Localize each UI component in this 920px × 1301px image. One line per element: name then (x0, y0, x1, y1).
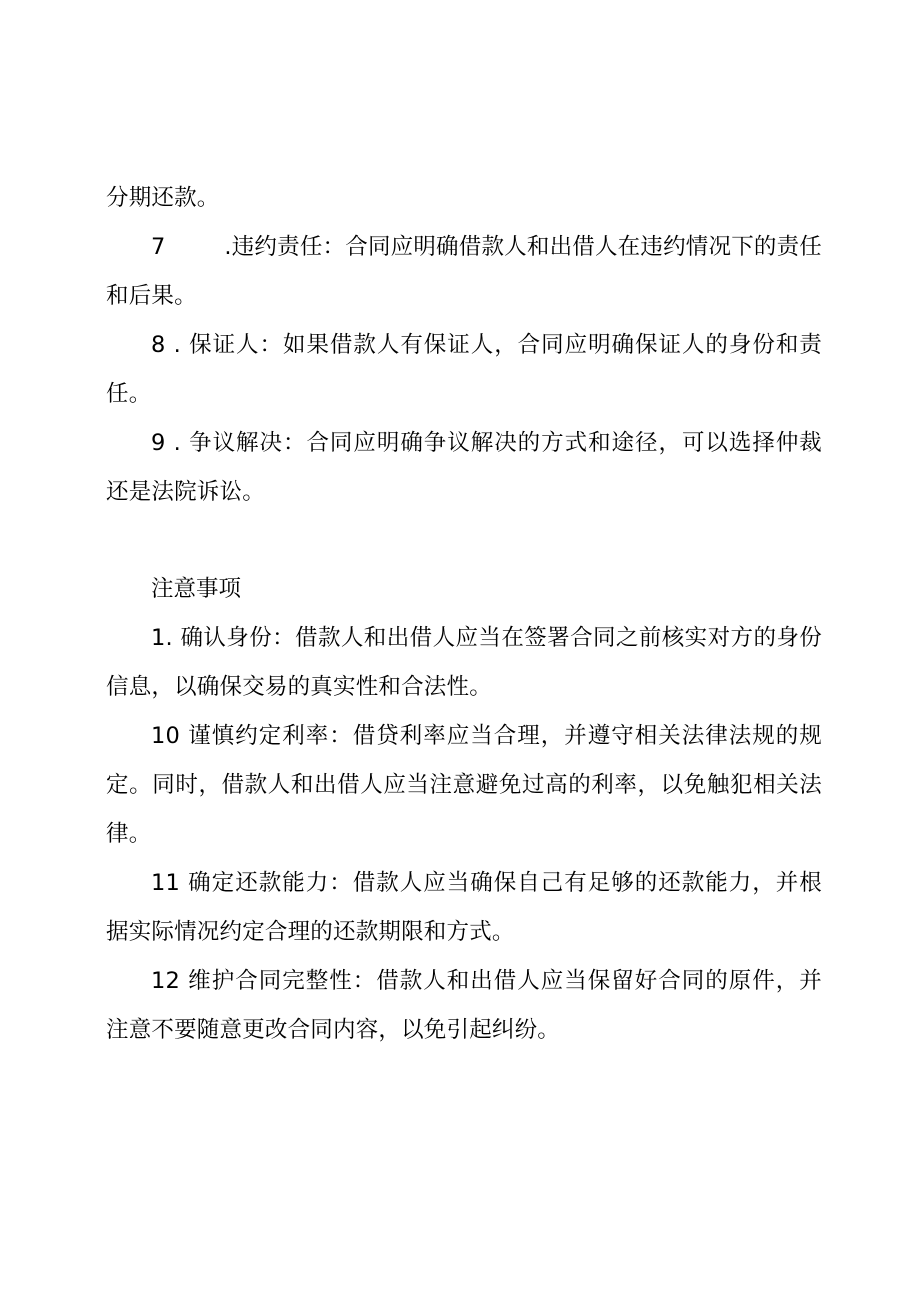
item-text: 保证人：如果借款人有保证人，合同应明确保证人的身份和责任。 (106, 332, 822, 407)
item-number: 7 (151, 234, 166, 260)
note-item-1 (106, 614, 822, 712)
intro-fragment: 分期还款。 (106, 185, 220, 211)
item-number: 8 (151, 332, 166, 358)
note-item-10 (106, 712, 822, 859)
list-item-9 (106, 419, 822, 517)
item-separator: . (165, 234, 232, 260)
document-body (106, 174, 822, 1055)
note-text: 谨慎约定利率：借贷利率应当合理，并遵守相关法律法规的规定。同时，借款人和出借人应当注意避免过高的利率，以免触犯相关法律。 (106, 723, 822, 847)
list-item-8 (106, 321, 822, 419)
item-separator: . (165, 430, 190, 456)
note-number: 1. (151, 625, 173, 651)
section-spacer (106, 517, 822, 565)
item-number: 9 (151, 430, 166, 456)
note-item-12 (106, 957, 822, 1055)
note-text: 维护合同完整性：借款人和出借人应当保留好合同的原件，并注意不要随意更改合同内容，以免引起纠纷。 (106, 968, 822, 1043)
note-number: 12 (151, 968, 181, 994)
item-text: 争议解决：合同应明确争议解决的方式和途径，可以选择仲裁还是法院诉讼。 (106, 430, 822, 505)
item-text: 违约责任：合同应明确借款人和出借人在违约情况下的责任和后果。 (106, 234, 823, 309)
list-item-7 (106, 223, 822, 321)
note-number: 10 (151, 723, 181, 749)
item-separator: . (165, 332, 190, 358)
note-text: 确认身份：借款人和出借人应当在签署合同之前核实对方的身份信息，以确保交易的真实性和合法性。 (106, 625, 822, 700)
note-text: 确定还款能力：借款人应当确保自己有足够的还款能力，并根据实际情况约定合理的还款期限和方式。 (106, 870, 822, 945)
note-item-11 (106, 859, 822, 957)
note-number: 11 (151, 870, 181, 896)
notes-heading: 注意事项 (151, 576, 242, 602)
